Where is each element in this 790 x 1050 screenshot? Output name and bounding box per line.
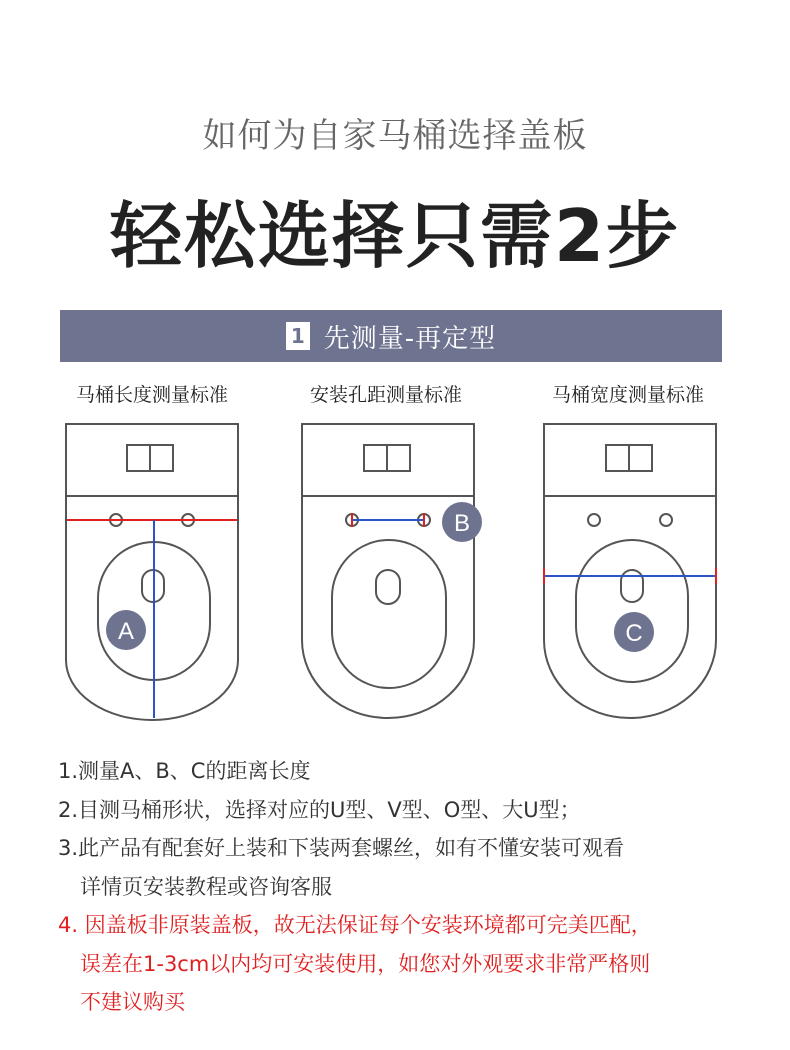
step-banner	[60, 310, 722, 362]
drain-hole	[376, 570, 400, 604]
page-headline: 轻松选择只需2步	[109, 194, 681, 278]
note-line: 3.此产品有配套好上装和下装两套螺丝，如有不懂安装可观看	[58, 836, 625, 860]
drain-hole	[621, 570, 643, 602]
step-title: 先测量-再定型	[323, 323, 497, 354]
diagram-label-hole-distance: 安装孔距测量标准	[309, 384, 462, 406]
step-number-badge: 1	[286, 322, 310, 350]
diagram-label-width: 马桶宽度测量标准	[551, 384, 704, 406]
warning-line: 误差在1-3cm以内均可安装使用，如您对外观要求非常严格则	[80, 951, 651, 976]
mount-hole-left	[588, 514, 600, 526]
toilet-diagram-width	[508, 420, 748, 730]
marker-b: B	[453, 510, 471, 537]
toilet-bowl-outline	[544, 496, 716, 718]
warning-line: 4. 因盖板非原装盖板，故无法保证每个安装环境都可完美匹配，	[58, 913, 652, 937]
instruction-notes	[58, 752, 758, 1022]
toilet-outline	[66, 424, 238, 496]
seat-ring	[576, 540, 688, 682]
note-line: 详情页安装教程或咨询客服	[80, 874, 332, 899]
mount-hole-right	[660, 514, 672, 526]
toilet-diagram-length	[32, 420, 272, 730]
seat-ring	[332, 540, 446, 688]
diagram-label-length: 马桶长度测量标准	[75, 384, 228, 406]
note-line: 2.目测马桶形状，选择对应的U型、V型、O型、大U型；	[58, 797, 581, 822]
marker-c: C	[625, 620, 643, 647]
warning-line: 不建议购买	[80, 990, 185, 1014]
toilet-bowl-outline	[66, 496, 238, 720]
toilet-diagram-hole-distance	[266, 420, 506, 730]
note-line: 1.测量A、B、C的距离长度	[58, 759, 311, 783]
page-subtitle: 如何为自家马桶选择盖板	[202, 116, 588, 156]
marker-a: A	[117, 618, 135, 645]
